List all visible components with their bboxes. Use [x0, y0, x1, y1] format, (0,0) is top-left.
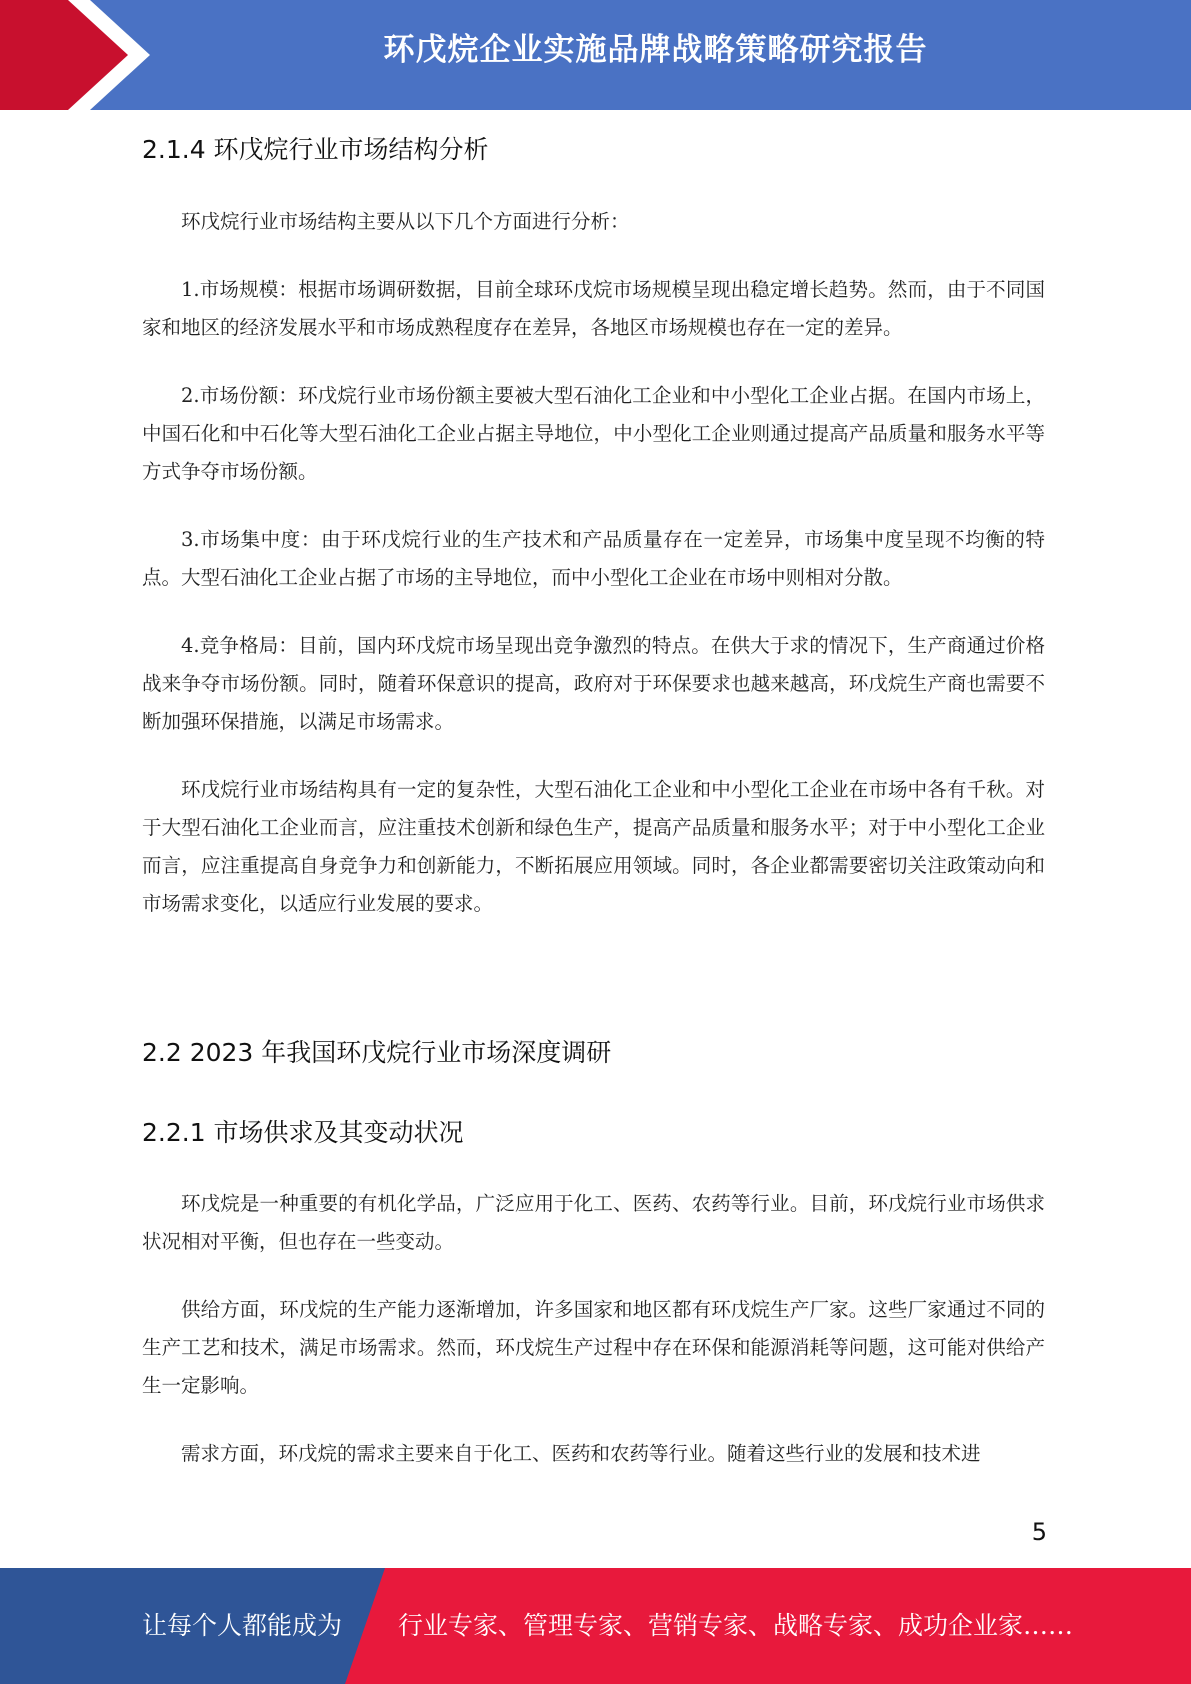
footer-slogan-right: 行业专家、管理专家、营销专家、战略专家、成功企业家…… [398, 1611, 1074, 1640]
paragraph-market-share: 2.市场份额：环戊烷行业市场份额主要被大型石油化工企业和中小型化工企业占据。在国内市场上，中国石化和中石化等大型石油化工企业占据主导地位，中小型化工企业则通过提高产品质量和服务水平等方式争夺市场份额。 [142, 384, 1045, 483]
paragraph-summary: 环戊烷行业市场结构具有一定的复杂性，大型石油化工企业和中小型化工企业在市场中各有千秋。对于大型石油化工企业而言，应注重技术创新和绿色生产，提高产品质量和服务水平；对于中小型化工企业而言，应注重提高自身竞争力和创新能力，不断拓展应用领域。同时，各企业都需要密切关注政策动向和市场需求变化，以适应行业发展的要求。 [142, 778, 1045, 915]
footer-slogan-left: 让每个人都能成为 [142, 1611, 343, 1640]
section-heading-2-2: 2.2 2023 年我国环戊烷行业市场深度调研 [142, 1038, 612, 1067]
page-number: 5 [1031, 1518, 1047, 1546]
report-title: 环戊烷企业实施品牌战略策略研究报告 [383, 32, 928, 68]
paragraph-market-scale: 1.市场规模：根据市场调研数据，目前全球环戊烷市场规模呈现出稳定增长趋势。然而，由于不同国家和地区的经济发展水平和市场成熟程度存在差异，各地区市场规模也存在一定的差异。 [142, 278, 1045, 339]
section-heading-2-1-4: 2.1.4 环戊烷行业市场结构分析 [142, 135, 489, 164]
paragraph-demand: 需求方面，环戊烷的需求主要来自于化工、医药和农药等行业。随着这些行业的发展和技术进 [181, 1442, 981, 1465]
document-body [142, 130, 1045, 1473]
paragraph-market-concentration: 3.市场集中度：由于环戊烷行业的生产技术和产品质量存在一定差异，市场集中度呈现不均衡的特点。大型石油化工企业占据了市场的主导地位，而中小型化工企业在市场中则相对分散。 [142, 528, 1045, 589]
paragraph-competition: 4.竞争格局：目前，国内环戊烷市场呈现出竞争激烈的特点。在供大于求的情况下，生产商通过价格战来争夺市场份额。同时，随着环保意识的提高，政府对于环保要求也越来越高，环戊烷生产商也需要不断加强环保措施，以满足市场需求。 [142, 634, 1045, 733]
paragraph-supply-demand-intro: 环戊烷是一种重要的有机化学品，广泛应用于化工、医药、农药等行业。目前，环戊烷行业市场供求状况相对平衡，但也存在一些变动。 [142, 1192, 1045, 1253]
section-heading-2-2-1: 2.2.1 市场供求及其变动状况 [142, 1118, 464, 1147]
paragraph-supply: 供给方面，环戊烷的生产能力逐渐增加，许多国家和地区都有环戊烷生产厂家。这些厂家通过不同的生产工艺和技术，满足市场需求。然而，环戊烷生产过程中存在环保和能源消耗等问题，这可能对供给产生一定影响。 [142, 1298, 1045, 1397]
header-banner [0, 0, 1191, 110]
footer-banner [0, 1568, 1191, 1684]
paragraph-intro: 环戊烷行业市场结构主要从以下几个方面进行分析： [181, 210, 630, 233]
